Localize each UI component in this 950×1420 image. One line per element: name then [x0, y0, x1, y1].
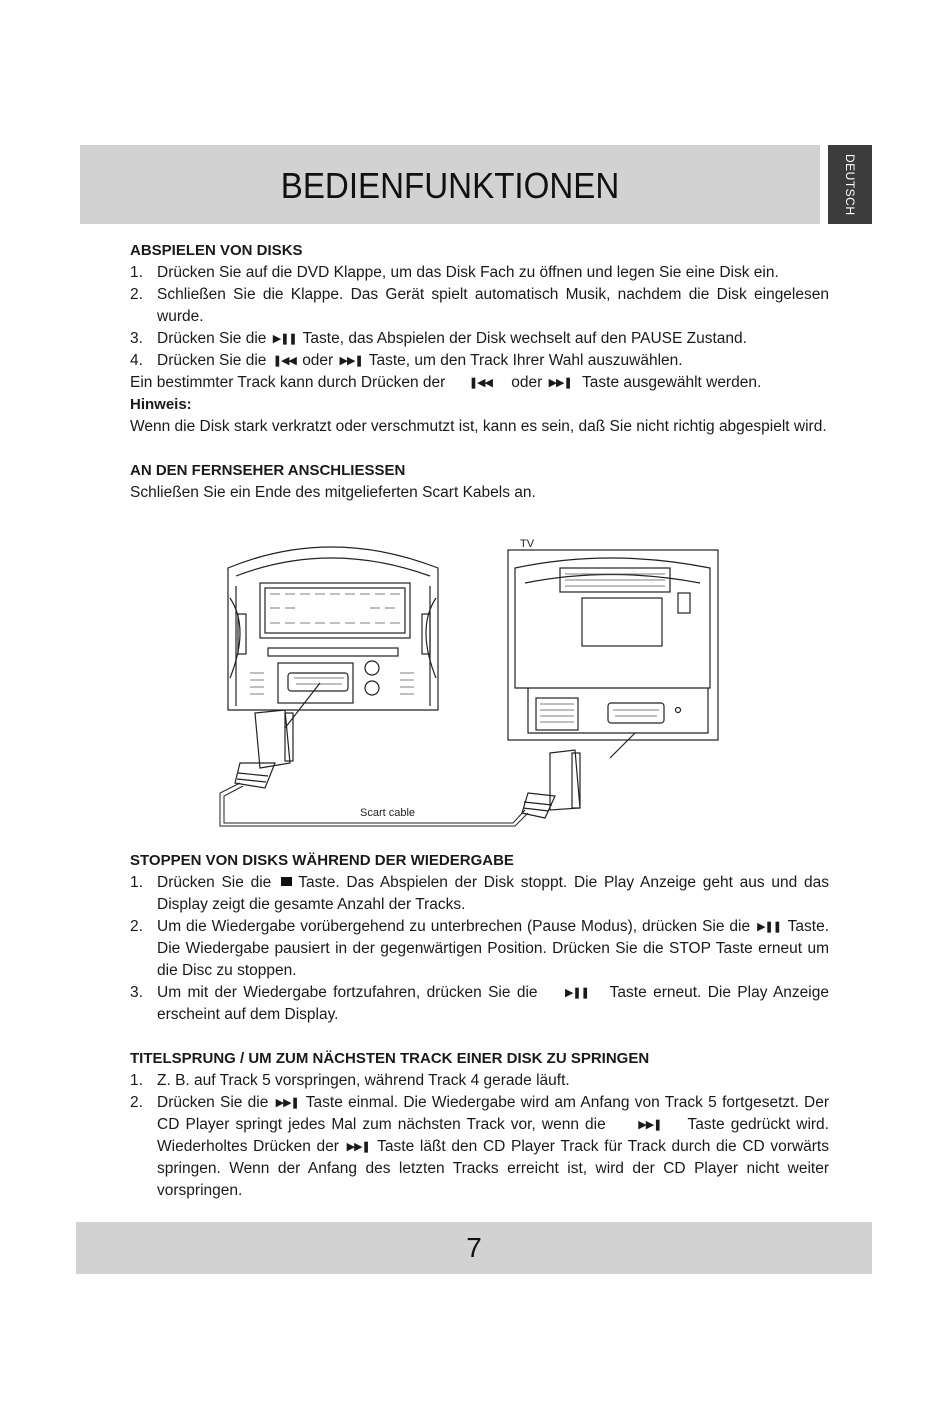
- list-number: 3.: [130, 330, 143, 347]
- list-number: 3.: [130, 984, 143, 1001]
- player-device-drawing: [228, 547, 438, 710]
- header-band: [80, 145, 820, 224]
- skip-forward-icon: ▶▶❚: [548, 377, 572, 389]
- footer-band: [76, 1222, 872, 1274]
- page-number: 7: [466, 1232, 482, 1263]
- list-text: [157, 1092, 829, 1202]
- main-content: [130, 240, 829, 504]
- text-fragment: Taste erneut. Die Play Anzeige erscheint auf dem Display.: [157, 984, 829, 1023]
- text-fragment: Drücken Sie die: [157, 1094, 269, 1111]
- section-heading-stoppen: STOPPEN VON DISKS WÄHREND DER WIEDERGABE: [130, 852, 514, 869]
- text-fragment: Um mit der Wiedergabe fortzufahren, drücken Sie die: [157, 984, 538, 1001]
- list-item: [130, 1070, 829, 1092]
- list-text: Schließen Sie die Klappe. Das Gerät spielt automatisch Musik, nachdem die Disk eingelesen wurde.: [157, 286, 829, 325]
- list-item: [130, 982, 829, 1026]
- page-title: BEDIENFUNKTIONEN: [280, 164, 620, 206]
- list-item: [130, 1092, 829, 1202]
- list-number: 2.: [130, 1094, 143, 1111]
- scart-cable-label: Scart cable: [360, 807, 416, 819]
- section-text: Schließen Sie ein Ende des mitgelieferten Scart Kabels an.: [130, 484, 536, 501]
- section-heading-titelsprung: TITELSPRUNG / UM ZUM NÄCHSTEN TRACK EINER DISK ZU SPRINGEN: [130, 1050, 650, 1067]
- list-text: Drücken Sie auf die DVD Klappe, um das Disk Fach zu öffnen und legen Sie eine Disk ein.: [157, 264, 779, 281]
- list-text: Z. B. auf Track 5 vorspringen, während Track 4 gerade läuft.: [157, 1072, 570, 1089]
- text-fragment: Taste läßt den CD Player Track für Track durch die CD vorwärts springen. Wenn der Anfang des letzten Tracks erreicht ist, wird der CD Player nicht weiter vorspringen.: [157, 1138, 829, 1199]
- skip-back-icon: ❚◀◀: [468, 377, 492, 389]
- list-number: 2.: [130, 918, 143, 935]
- play-pause-icon: ▶❚❚: [272, 333, 297, 345]
- list-text: [157, 350, 829, 372]
- play-pause-icon: ▶❚❚: [757, 921, 781, 933]
- text-fragment: Taste. Das Abspielen der Disk stoppt. Die Play Anzeige geht aus und das Display zeigt die gesamte Anzahl der Tracks.: [157, 874, 829, 913]
- list-text: [157, 916, 829, 982]
- text-fragment: Ein bestimmter Track kann durch Drücken der: [130, 374, 446, 391]
- skip-back-icon: ❚◀◀: [272, 355, 296, 367]
- list-text: [157, 872, 829, 916]
- skip-forward-icon: ▶▶❚: [638, 1119, 662, 1131]
- main-content-lower: [130, 850, 829, 1202]
- track-select-text: [130, 372, 829, 394]
- scart-connector-right: [522, 750, 580, 818]
- list-number: 4.: [130, 352, 143, 369]
- text-fragment: Taste. Die Wiedergabe pausiert in der gegenwärtigen Position. Drücken Sie die STOP Taste erneut um die Disc zu stoppen.: [157, 918, 829, 979]
- list-item: [130, 284, 829, 328]
- text-fragment: Drücken Sie die: [157, 874, 272, 891]
- language-tab-label: DEUTSCH: [843, 153, 857, 216]
- text-fragment: Taste gedrückt wird. Wiederholtes Drücken der: [157, 1116, 829, 1155]
- scart-cable-line: [220, 783, 528, 826]
- tv-label: TV: [520, 538, 535, 550]
- list-item: [130, 350, 829, 372]
- text-fragment: Drücken Sie die: [157, 352, 267, 369]
- text-fragment: oder: [302, 352, 334, 369]
- list-item: [130, 262, 829, 284]
- scart-connection-diagram: [210, 528, 730, 833]
- note-text: Wenn die Disk stark verkratzt oder verschmutzt ist, kann es sein, daß Sie nicht richtig abgespielt wird.: [130, 418, 827, 435]
- list-item: [130, 872, 829, 916]
- play-pause-icon: ▶❚❚: [564, 987, 589, 999]
- text-fragment: Um die Wiedergabe vorübergehend zu unterbrechen (Pause Modus), drücken Sie die: [157, 918, 751, 935]
- stop-icon: [281, 877, 292, 886]
- text-fragment: Taste ausgewählt werden.: [582, 374, 762, 391]
- list-text: [157, 982, 829, 1026]
- list-number: 1.: [130, 874, 143, 891]
- list-item: [130, 916, 829, 982]
- section-heading-anschliessen: AN DEN FERNSEHER ANSCHLIESSEN: [130, 462, 406, 479]
- text-fragment: oder: [511, 374, 543, 391]
- list-number: 1.: [130, 1072, 143, 1089]
- tv-device-drawing: [508, 550, 718, 758]
- list-number: 1.: [130, 264, 143, 281]
- skip-forward-icon: ▶▶❚: [339, 355, 363, 367]
- skip-forward-icon: ▶▶❚: [346, 1141, 370, 1153]
- skip-forward-icon: ▶▶❚: [275, 1097, 299, 1109]
- list-text: [157, 328, 829, 350]
- text-fragment: Taste, das Abspielen der Disk wechselt auf den PAUSE Zustand.: [302, 330, 747, 347]
- text-fragment: Drücken Sie die: [157, 330, 267, 347]
- note-heading: Hinweis:: [130, 396, 192, 413]
- language-tab: [828, 145, 872, 224]
- list-number: 2.: [130, 286, 143, 303]
- text-fragment: Taste, um den Track Ihrer Wahl auszuwählen.: [368, 352, 683, 369]
- list-item: [130, 328, 829, 350]
- text-fragment: Taste einmal. Die Wiedergabe wird am Anfang von Track 5 fortgesetzt. Der CD Player springt jedes Mal zum nächsten Track vor, wenn die: [157, 1094, 830, 1133]
- diagram-svg: [210, 528, 730, 833]
- section-heading-abspielen: ABSPIELEN VON DISKS: [130, 242, 303, 259]
